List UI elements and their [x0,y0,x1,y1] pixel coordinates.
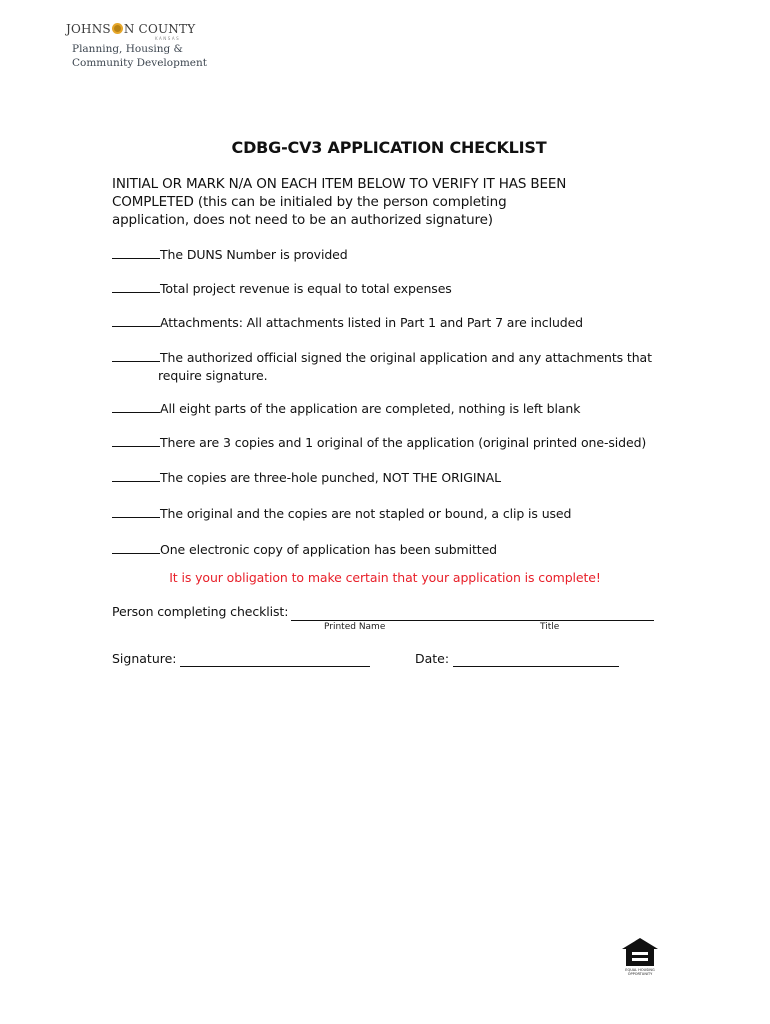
equal-housing-icon [620,937,660,967]
checklist-item-text: The original and the copies are not stapled or bound, a clip is used [160,506,572,521]
date-label: Date: [415,651,450,666]
initial-blank[interactable] [112,349,160,362]
page-title: CDBG-CV3 APPLICATION CHECKLIST [231,138,547,157]
checklist-item [112,400,672,418]
sunflower-icon [112,23,123,34]
person-completing-field[interactable] [291,620,654,621]
checklist-item-text: Attachments: All attachments listed in Part 1 and Part 7 are included [160,315,584,330]
initial-blank[interactable] [112,246,160,259]
initial-blank[interactable] [112,400,160,413]
initial-blank[interactable] [112,505,160,518]
initial-blank[interactable] [112,314,160,327]
obligation-notice: It is your obligation to make certain that your application is complete! [169,570,601,585]
checklist-item-text: Total project revenue is equal to total expenses [160,281,452,296]
initial-blank[interactable] [112,434,160,447]
instructions: INITIAL OR MARK N/A ON EACH ITEM BELOW TO VERIFY IT HAS BEEN COMPLETED (this can be initialed by the person completing application, does not need to be an authorized signature) [112,176,567,228]
checklist-item-text: The copies are three-hole punched, NOT THE ORIGINAL [160,470,502,485]
checklist-item-text: The authorized official signed the original application and any attachments that [160,350,652,365]
initial-blank[interactable] [112,280,160,293]
printed-name-label: Printed Name [324,622,386,632]
checklist-item [112,541,672,559]
equal-housing-logo [620,937,660,979]
checklist-item [112,469,672,487]
title-label: Title [540,622,560,632]
logo-state: KANSAS [155,36,181,41]
initial-blank[interactable] [112,469,160,482]
checklist-item [112,314,672,332]
checklist-item-text: One electronic copy of application has been submitted [160,542,498,557]
signature-field[interactable] [180,666,370,667]
checklist-item-text-continued: require signature. [158,368,268,383]
checklist-item-text: The DUNS Number is provided [160,247,348,262]
checklist-item [112,349,672,385]
logo-department-line1: Planning, Housing & [72,43,183,55]
checklist-item-text: All eight parts of the application are completed, nothing is left blank [160,401,581,416]
johnson-county-logo [66,22,216,72]
checklist-item-text: There are 3 copies and 1 original of the application (original printed one-sided) [160,435,647,450]
person-completing-label: Person completing checklist: [112,604,289,619]
checklist-item [112,246,672,264]
logo-county-name: JOHNS N COUNTY [66,22,196,36]
signature-label: Signature: [112,651,177,666]
checklist-item [112,505,672,523]
checklist-item [112,434,672,452]
date-field[interactable] [453,666,619,667]
checklist-item [112,280,672,298]
equal-housing-text: EQUAL HOUSING OPPORTUNITY [625,968,655,976]
initial-blank[interactable] [112,541,160,554]
logo-department-line2: Community Development [72,57,207,69]
